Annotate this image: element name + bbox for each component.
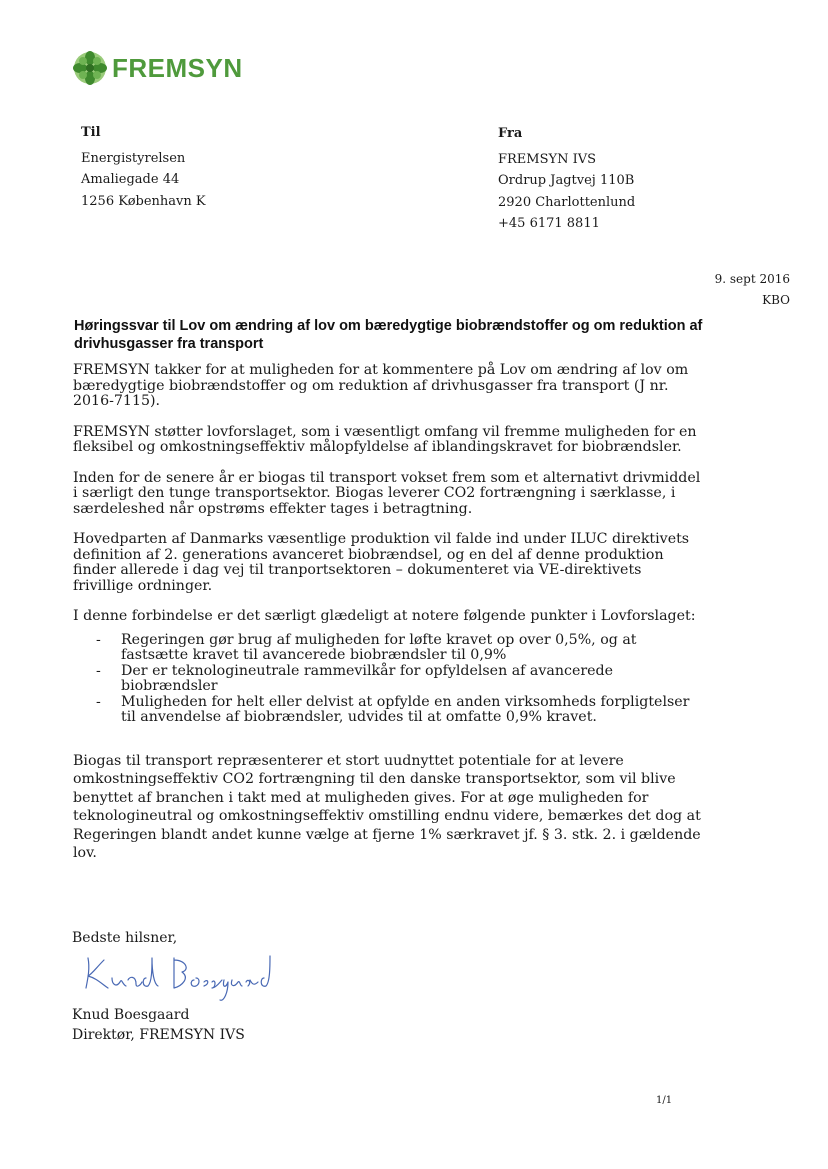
body-paragraph: FREMSYN takker for at muligheden for at kommentere på Lov om ændring af lov om bæredygtige biobrændstoffer og om reduktion af drivhusgasser fra transport (J nr. 2016-7115). [73, 362, 689, 409]
sender-address [498, 123, 635, 235]
bullet-marker: - [96, 693, 101, 710]
bullet-text: Muligheden for helt eller delvist at opfylde en anden virksomheds forpligtelser til anvendelse af biobrændsler, udvides til at omfatte 0,9% kravet. [121, 693, 690, 725]
bullet-item [73, 633, 703, 664]
bullet-marker: - [96, 631, 101, 648]
bullet-marker: - [96, 662, 101, 679]
bullet-item [73, 664, 703, 695]
author-initials: KBO [762, 293, 790, 307]
signer-name: Knud Boesgaard [72, 1007, 190, 1023]
bullet-text: Der er teknologineutrale rammevilkår for opfyldelsen af avancerede biobrændsler [121, 662, 613, 694]
recipient-line: Energistyrelsen [81, 150, 186, 166]
company-logo [72, 50, 243, 86]
letter-subject: Høringssvar til Lov om ændring af lov om bæredygtige biobrændstoffer og om reduktion af drivhusgasser fra transport [74, 318, 703, 352]
signer-block [72, 1005, 245, 1045]
sender-heading: Fra [498, 126, 523, 141]
page-number: 1/1 [656, 1095, 673, 1106]
recipient-address [81, 122, 206, 212]
closing-salutation: Bedste hilsner, [72, 930, 178, 946]
recipient-line: Amaliegade 44 [81, 172, 180, 187]
final-paragraph: Biogas til transport repræsenterer et stort uudnyttet potentiale for at levere omkostningseffektiv CO2 fortrængning til den danske transportsektor, som vil blive benyttet af branchen i takt med at muligheden gives. For at øge muligheden for teknologineutral og omkostningseffektiv omstilling endnu videre, bemærkes det dog at Regeringen blandt andet kunne vælge at fjerne 1% særkravet jf. § 3. stk. 2. i gældende lov. [73, 752, 701, 861]
signer-title: Direktør, FREMSYN IVS [72, 1027, 245, 1043]
bullet-text: Regeringen gør brug af muligheden for løfte kravet op over 0,5%, og at fastsætte kravet til avancerede biobrændsler til 0,9% [121, 631, 637, 663]
sender-line: +45 6171 8811 [498, 216, 600, 231]
body-paragraph: Inden for de senere år er biogas til transport vokset frem som et alternativt drivmiddel i særligt den tunge transportsektor. Biogas leverer CO2 fortrængning i særklasse, i særdeleshed når opstrøms effekter tages i betragtning. [73, 469, 701, 517]
fremsyn-leaf-icon [72, 50, 108, 86]
sender-line: 2920 Charlottenlund [498, 194, 636, 210]
logo-wordmark: FREMSYN [112, 52, 243, 83]
sender-line: Ordrup Jagtvej 110B [498, 173, 635, 188]
letter-body [73, 363, 703, 878]
bullet-item [73, 695, 703, 726]
recipient-heading: Til [81, 125, 101, 140]
letter-meta [692, 269, 790, 311]
recipient-line: 1256 København K [81, 193, 206, 209]
letter-date: 9. sept 2016 [714, 272, 790, 286]
body-paragraph: Hovedparten af Danmarks væsentlige produktion vil falde ind under ILUC direktivets definition af 2. generations avanceret biobrændsel, og en del af denne produktion finder allerede i dag vej til tranportsektoren – dokumenteret via VE-direktivets frivillige ordninger. [73, 531, 690, 594]
body-paragraph: I denne forbindelse er det særligt glædeligt at notere følgende punkter i Lovforslaget: [73, 608, 696, 624]
bullet-list [73, 633, 703, 726]
handwritten-signature [82, 948, 282, 1004]
body-paragraph: FREMSYN støtter lovforslaget, som i væsentligt omfang vil fremme muligheden for en fleksibel og omkostningseffektiv målopfyldelse af iblandingskravet for biobrændsler. [73, 423, 697, 455]
sender-line: FREMSYN IVS [498, 151, 597, 167]
